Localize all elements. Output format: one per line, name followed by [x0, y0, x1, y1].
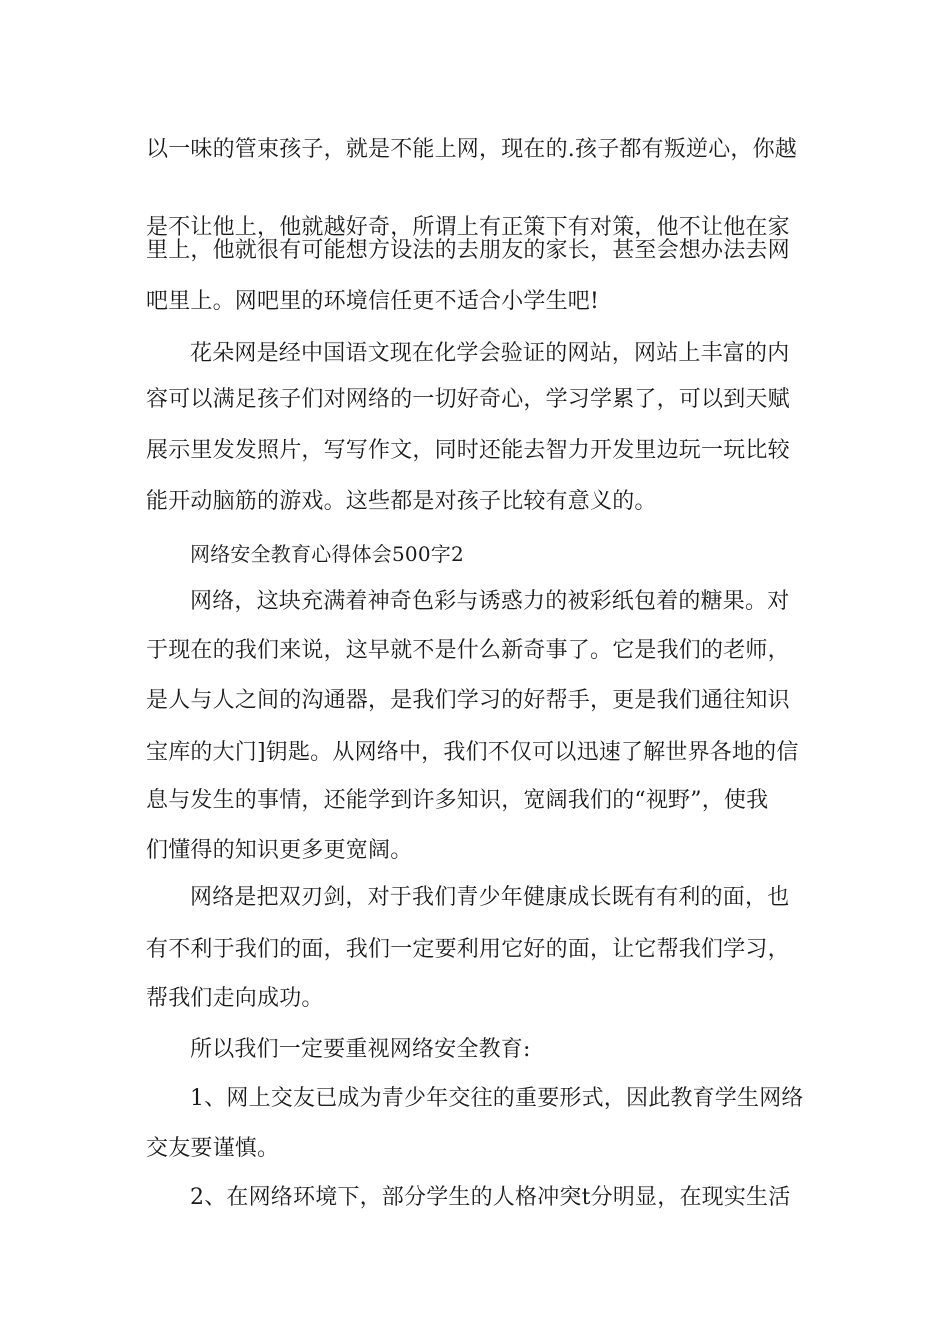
text-line: 花朵网是经中国语文现在化学会验证的网站，网站上丰富的内	[190, 341, 790, 366]
text-line: 吧里上。网吧里的环境信任更不适合小学生吧!	[146, 289, 600, 314]
text-line: 展示里发发照片，写写作文，同时还能去智力开发里边玩一玩比较	[146, 438, 790, 463]
text-line: 于现在的我们来说，这早就不是什么新奇事了。它是我们的老师，	[146, 638, 790, 663]
text-line: 有不利于我们的面，我们一定要利用它好的面，让它帮我们学习，	[146, 937, 790, 962]
text-line: 所以我们一定要重视网络安全教育:	[190, 1037, 531, 1062]
list-item: 2、在网络环境下，部分学生的人格冲突t分明显，在现实生活	[190, 1185, 791, 1210]
text-line: 里上，他就很有可能想方设法的去朋友的家长，甚至会想办法去网	[146, 238, 790, 263]
section-heading: 网络安全教育心得体会500字2	[190, 542, 464, 566]
text-line: 网络是把双刃剑，对于我们青少年健康成长既有有利的面，也	[190, 885, 790, 910]
text-line: 网络，这块充满着神奇色彩与诱惑力的被彩纸包着的糖果。对	[190, 589, 790, 614]
text-line: 容可以满足孩子们对网络的一切好奇心，学习学累了，可以到天赋	[146, 387, 790, 412]
text-line: 能开动脑筋的游戏。这些都是对孩子比较有意义的。	[146, 489, 657, 514]
text-line: 以一味的管束孩子，就是不能上网，现在的.孩子都有叛逆心，你越	[146, 137, 797, 162]
text-line: 是人与人之间的沟通器，是我们学习的好帮手，更是我们通往知识	[146, 688, 790, 713]
text-line: 帮我们走向成功。	[146, 986, 324, 1011]
list-item: 1、网上交友已成为青少年交往的重要形式，因此教育学生网络	[190, 1086, 804, 1111]
text-line: 息与发生的事情，还能学到许多知识，宽阔我们的“视野”，使我	[146, 788, 769, 813]
text-line: 宝库的大门]钥匙。从网络中，我们不仅可以迅速了解世界各地的信	[146, 740, 799, 765]
text-line: 是不让他上，他就越好奇，所谓上有正策下有对策，他不让他在家	[146, 215, 790, 240]
text-line: 们懂得的知识更多更宽阔。	[146, 838, 413, 863]
text-line: 交友要谨慎。	[146, 1136, 280, 1161]
